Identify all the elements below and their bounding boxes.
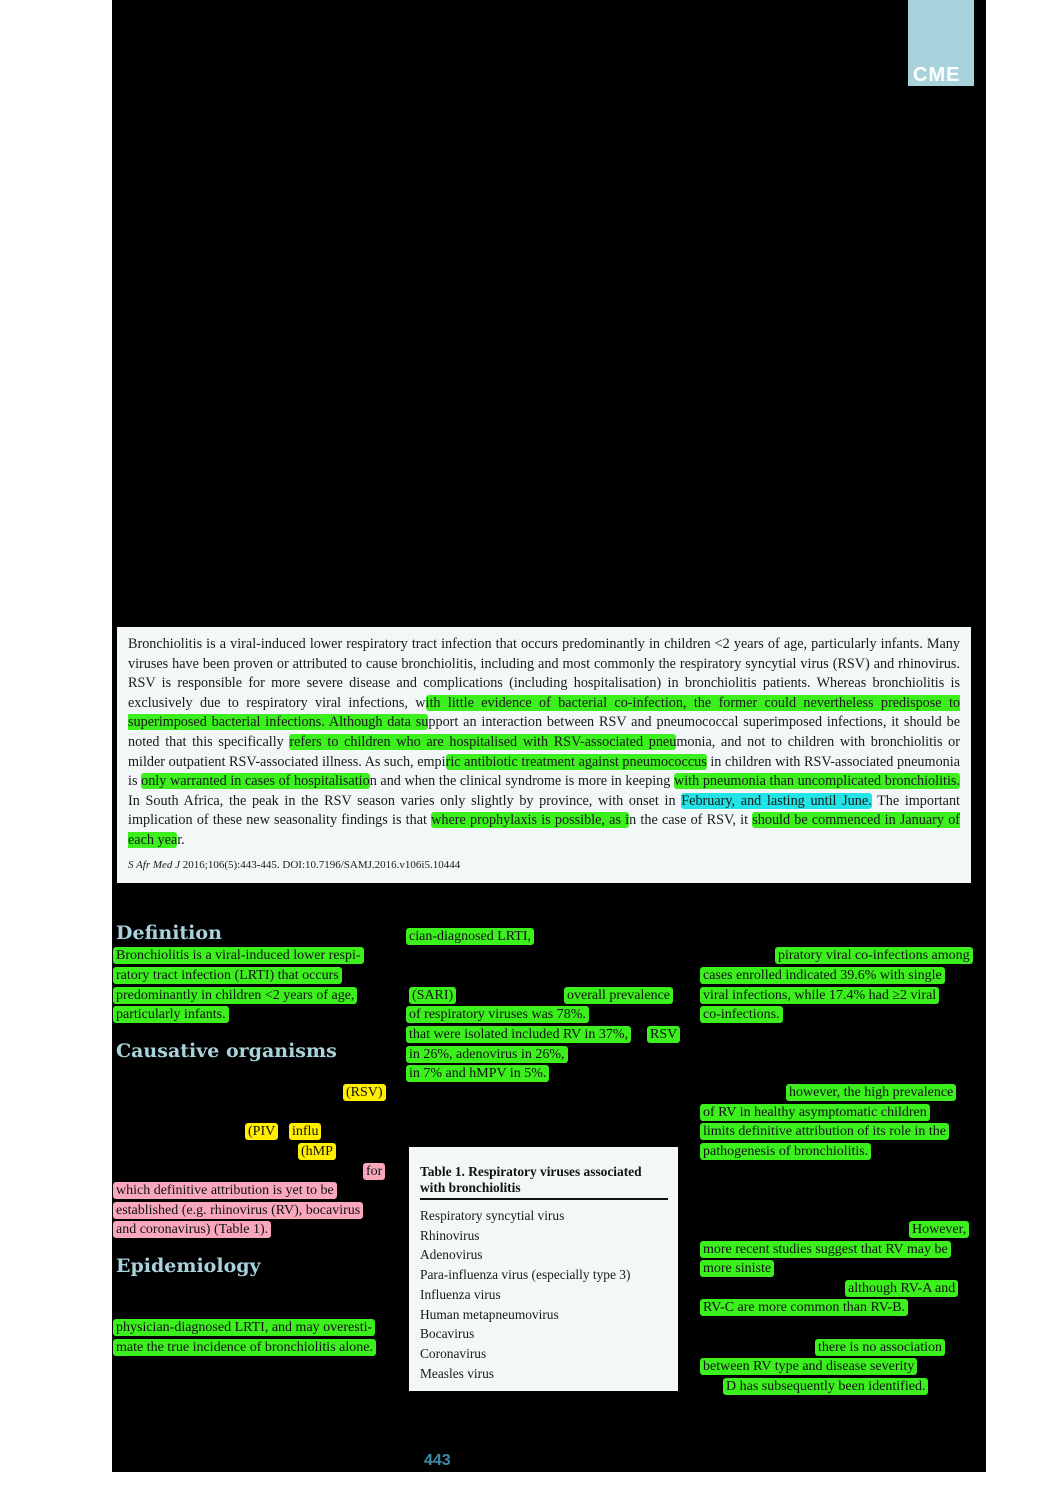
fragment-sari (409, 986, 456, 1006)
highlight: cases enrolled indicated 39.6% with single (700, 967, 945, 984)
highlight: co-infections. (700, 1006, 783, 1023)
col3-coinfection-line-3 (700, 986, 939, 1006)
abstract-box (117, 627, 971, 883)
epidemiology-line-2 (113, 1338, 376, 1358)
attribution-line-3 (113, 1220, 271, 1240)
highlight: however, the high prevalence (786, 1084, 956, 1101)
prevalence-line-3 (406, 1025, 631, 1045)
abstract-segment: pport an interaction between RSV and pneumococcal superimposed infections, it should be noted that this specifically (128, 714, 960, 750)
definition-line-1 (113, 946, 364, 966)
abstract-highlight: where prophylaxis is possible, as i (431, 812, 630, 829)
highlight: pathogenesis of bronchiolitis. (700, 1143, 871, 1160)
citation-journal: S Afr Med J (128, 858, 181, 871)
table-rows (420, 1206, 668, 1383)
col3-prevalence-line-2 (700, 1103, 930, 1123)
table-row: Respiratory syncytial virus (420, 1208, 565, 1223)
abstract-segment: r. (177, 831, 185, 848)
table-title: Table 1. Respiratory viruses associated with bronchiolitis (420, 1164, 668, 1200)
citation-details: 2016;106(5):443-445. DOI:10.7196/SAMJ.2016.v106i5.10444 (180, 858, 461, 871)
page-number: 443 (424, 1452, 451, 1469)
abstract-segment: Bronchiolitis is a viral-induced lower respiratory tract infection that occurs predominantly in children <2 years of age, particularly infants. Many viruses have been proven or attributed to cause bronchiolitis, including and most commonly the respiratory syncytial virus (RSV) and rhinovirus. RSV is responsible for more severe disease and complications (including hospitalisation) in bronchiolitis patients. Whereas bronchiolitis is exclusively due to respiratory viral infections, w (128, 636, 960, 711)
col3-association-line-3 (723, 1377, 928, 1397)
prevalence-line-5 (406, 1064, 549, 1084)
highlight: in 7% and hMPV in 5%. (406, 1065, 549, 1082)
col3-association-line-2 (700, 1357, 917, 1377)
table-row: Influenza virus (420, 1286, 501, 1302)
highlight: that were isolated included RV in 37%, (406, 1026, 631, 1043)
table-row: Bocavirus (420, 1326, 475, 1342)
prevalence-line-2 (406, 1005, 589, 1025)
abstract-segment: The important implication of these new seasonality findings is that (128, 792, 960, 829)
definition-line-3 (113, 986, 357, 1006)
abstract-segment: n the case of RSV, it (629, 812, 753, 829)
col3-rv-line-2 (700, 1259, 774, 1279)
highlight: overall prevalence (564, 987, 673, 1004)
highlight: established (e.g. rhinovirus (RV), bocavirus (113, 1202, 363, 1219)
col3-prevalence-line-4 (700, 1142, 871, 1162)
col3-prevalence-line-3 (700, 1122, 949, 1142)
highlight: influ (289, 1123, 321, 1140)
highlight: (hMP (298, 1143, 336, 1160)
highlight: which definitive attribution is yet to be (113, 1182, 337, 1199)
abstract-segment: In South Africa, the peak in the RSV season varies only slightly by province, with onset in (128, 792, 682, 809)
abstract-highlight: ith little evidence of bacterial co-infection, the former could nevertheless predispose to superimposed bacterial infections. Although data su (128, 694, 960, 731)
col3-association-line-1 (815, 1338, 945, 1358)
highlight: for (363, 1163, 385, 1180)
table-row: Rhinovirus (420, 1227, 480, 1243)
fragment-for (363, 1162, 385, 1182)
fragment-rsv (343, 1083, 386, 1103)
col3-rv-line-1 (700, 1240, 951, 1260)
fragment-influ (289, 1122, 321, 1142)
definition-line-2 (113, 966, 342, 986)
abstract-highlight: with pneumonia than uncomplicated bronchiolitis. (673, 773, 960, 790)
epidemiology-line-1 (113, 1318, 375, 1338)
section-label: CME (913, 64, 961, 86)
fragment-rsv-2 (647, 1025, 680, 1045)
highlight: more siniste (700, 1260, 774, 1277)
table-row: Human metapneumovirus (420, 1306, 559, 1322)
highlight: (RSV) (343, 1084, 386, 1101)
table-1 (409, 1147, 678, 1391)
highlight: there is no association (815, 1339, 945, 1356)
highlight: However, (909, 1221, 969, 1238)
col3-coinfection-line-1 (775, 946, 973, 966)
col2-line-1 (406, 927, 534, 947)
attribution-line-1 (113, 1181, 337, 1201)
highlight: cian-diagnosed LRTI, (406, 928, 534, 945)
highlight: viral infections, while 17.4% had ≥2 viral (700, 987, 939, 1004)
col3-however (909, 1220, 969, 1240)
highlight: more recent studies suggest that RV may be (700, 1241, 951, 1258)
prevalence-line-1 (564, 986, 673, 1006)
abstract-highlight: February, and lasting until June. (681, 792, 872, 809)
highlight: mate the true incidence of bronchiolitis alone. (113, 1339, 376, 1356)
abstract-highlight: only warranted in cases of hospitalisatio (141, 773, 370, 790)
highlight: RSV (647, 1026, 680, 1043)
prevalence-line-4 (406, 1045, 568, 1065)
table-row: Coronavirus (420, 1345, 487, 1361)
col3-coinfection-line-4 (700, 1005, 783, 1025)
highlight: (SARI) (409, 987, 456, 1004)
highlight: ratory tract infection (LRTI) that occurs (113, 967, 342, 984)
highlight: particularly infants. (113, 1006, 229, 1023)
highlight: and coronavirus) (Table 1). (113, 1221, 271, 1238)
highlight: piratory viral co-infections among (775, 947, 973, 964)
col3-prevalence-line-1 (786, 1083, 956, 1103)
fragment-piv (245, 1122, 278, 1142)
definition-line-4 (113, 1005, 229, 1025)
abstract-highlight: refers to children who are hospitalised with RSV-associated pneu (289, 733, 677, 750)
highlight: between RV type and disease severity (700, 1358, 917, 1375)
heading-causative-organisms: Causative organisms (116, 1040, 337, 1062)
abstract-segment: monia, and not to children with bronchiolitis or milder outpatient RSV-associated illness. As such, empi (128, 733, 960, 770)
col3-rv-line-3 (845, 1279, 958, 1299)
table-row: Para-influenza virus (especially type 3) (420, 1267, 631, 1283)
table-row: Adenovirus (420, 1247, 483, 1263)
highlight: physician-diagnosed LRTI, and may overesti- (113, 1319, 375, 1336)
heading-definition: Definition (116, 922, 222, 944)
highlight: predominantly in children <2 years of age, (113, 987, 357, 1004)
abstract-segment: n and when the clinical syndrome is more in keeping (369, 773, 674, 790)
abstract-highlight: should be commenced in January of each yea (128, 812, 961, 848)
abstract-text (128, 635, 960, 851)
highlight: Bronchiolitis is a viral-induced lower respi- (113, 947, 364, 964)
col3-rv-line-4 (700, 1298, 908, 1318)
abstract-highlight: ric antibiotic treatment against pneumococcus (445, 753, 707, 770)
abstract-segment: in children with RSV-associated pneumonia is (128, 753, 960, 790)
highlight: RV-C are more common than RV-B. (700, 1299, 908, 1316)
attribution-line-2 (113, 1201, 363, 1221)
highlight: of respiratory viruses was 78%. (406, 1006, 589, 1023)
highlight: (PIV (245, 1123, 278, 1140)
citation (128, 859, 960, 871)
highlight: although RV-A and (845, 1280, 958, 1297)
heading-epidemiology: Epidemiology (116, 1255, 261, 1277)
col3-coinfection-line-2 (700, 966, 945, 986)
highlight: D has subsequently been identified. (723, 1378, 928, 1395)
highlight: in 26%, adenovirus in 26%, (406, 1046, 568, 1063)
fragment-hmp (298, 1142, 336, 1162)
table-row: Measles virus (420, 1365, 495, 1381)
highlight: of RV in healthy asymptomatic children (700, 1104, 930, 1121)
highlight: limits definitive attribution of its role in the (700, 1123, 949, 1140)
